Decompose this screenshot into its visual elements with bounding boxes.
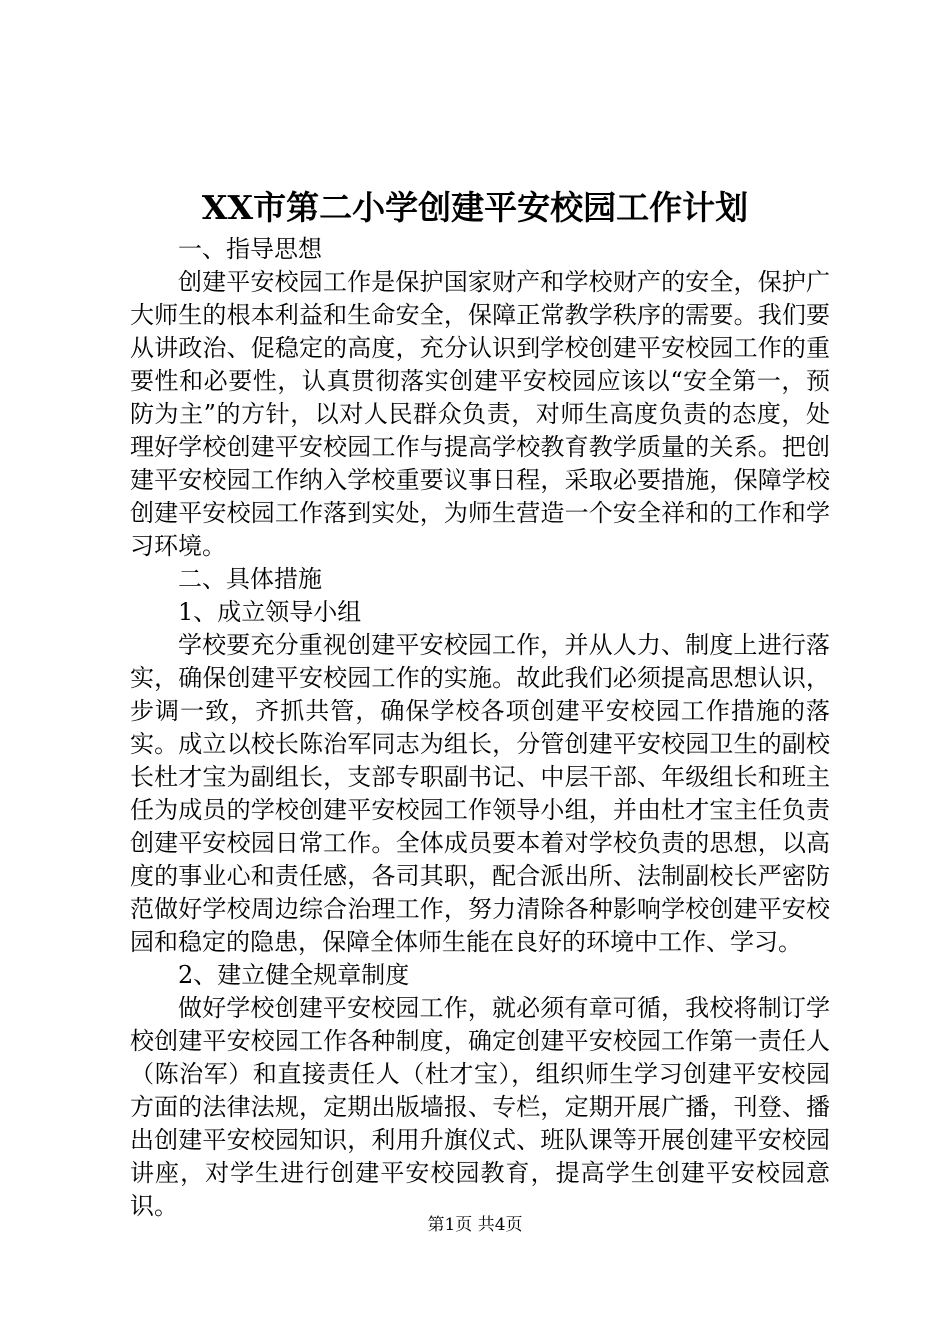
document-body xyxy=(130,233,830,1223)
paragraph-leadership-group: 学校要充分重视创建平安校园工作，并从人力、制度上进行落实，确保创建平安校园工作的实施。故此我们必须提高思想认识，步调一致，齐抓共管，确保学校各项创建平安校园工作措施的落实。成立以校长陈治军同志为组长，分管创建平安校园卫生的副校长杜才宝为副组长，支部专职副书记、中层干部、年级组长和班主任为成员的学校创建平安校园工作领导小组，并由杜才宝主任负责创建平安校园日常工作。全体成员要本着对学校负责的思想，以高度的事业心和责任感，各司其职，配合派出所、法制副校长严密防范做好学校周边综合治理工作，努力清除各种影响学校创建平安校园和稳定的隐患，保障全体师生能在良好的环境中工作、学习。 xyxy=(130,631,830,956)
subheading-leadership-group: 1、成立领导小组 xyxy=(178,598,362,626)
subheading-rules-and-regulations: 2、建立健全规章制度 xyxy=(178,961,410,989)
section-heading-specific-measures: 二、具体措施 xyxy=(178,565,322,593)
document-title: XX市第二小学创建平安校园工作计划 xyxy=(201,188,749,227)
paragraph-rules-and-regulations: 做好学校创建平安校园工作，就必须有章可循，我校将制订学校创建平安校园工作各种制度，确定创建平安校园工作第一责任人（陈治军）和直接责任人（杜才宝），组织师生学习创建平安校园方面的法律法规，定期出版墙报、专栏，定期开展广播，刊登、播出创建平安校园知识，利用升旗仪式、班队课等开展创建平安校园讲座，对学生进行创建平安校园教育，提高学生创建平安校园意识。 xyxy=(130,994,830,1220)
section-heading-guiding-ideology: 一、指导思想 xyxy=(178,235,322,263)
page-number-footer: 第1页 共4页 xyxy=(427,1215,523,1235)
paragraph-guiding-ideology: 创建平安校园工作是保护国家财产和学校财产的安全，保护广大师生的根本利益和生命安全，保障正常教学秩序的需要。我们要从讲政治、促稳定的高度，充分认识到学校创建平安校园工作的重要性和必要性，认真贯彻落实创建平安校园应该以“安全第一，预防为主”的方针，以对人民群众负责，对师生高度负责的态度，处理好学校创建平安校园工作与提高学校教育教学质量的关系。把创建平安校园工作纳入学校重要议事日程，采取必要措施，保障学校创建平安校园工作落到实处，为师生营造一个安全祥和的工作和学习环境。 xyxy=(130,268,830,560)
